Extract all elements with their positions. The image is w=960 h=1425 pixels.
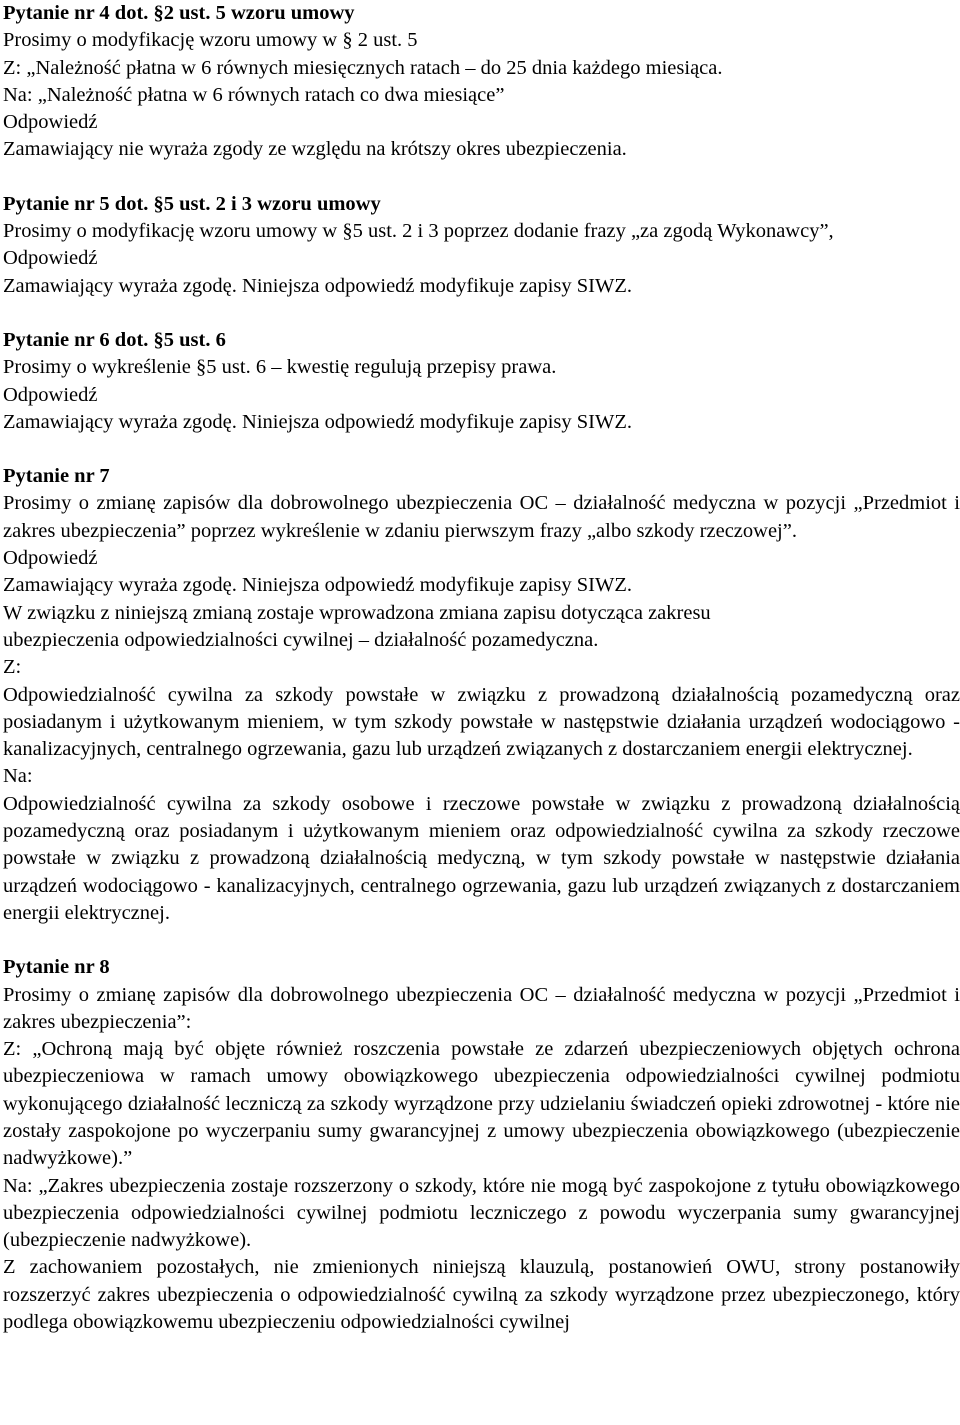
question-8-from-text: Z: „Ochroną mają być objęte również roszczenia powstałe ze zdarzeń ubezpieczeniowych objętych ochrona ubezpieczeniowa w ramach umowy obowiązkowego ubezpieczenia odpowiedzialności cywilnej podmiotu wykonującego działalność leczniczą za szkody wyrządzone przy udzielaniu świadczeń opieki zdrowotnej - które nie zostały zaspokojone po wyczerpaniu sumy gwarancyjnej z umowy ubezpieczenia obowiązkowego (ubezpieczenie nadwyżkowe).” [3,1038,960,1170]
question-8-body: Prosimy o zmianę zapisów dla dobrowolnego ubezpieczenia OC – działalność medyczna w pozycji „Przedmiot i zakres ubezpieczenia”: [3,983,960,1033]
question-6 [3,327,960,436]
question-7-from-label: Z: [3,656,22,679]
question-5-title: Pytanie nr 5 dot. §5 ust. 2 i 3 wzoru umowy [3,192,381,215]
question-7-title: Pytanie nr 7 [3,465,110,488]
question-6-title: Pytanie nr 6 dot. §5 ust. 6 [3,328,226,351]
question-7 [3,463,960,927]
spacer [3,164,960,191]
question-7-body: Prosimy o zmianę zapisów dla dobrowolnego ubezpieczenia OC – działalność medyczna w pozycji „Przedmiot i zakres ubezpieczenia” poprzez wykreślenie w zdaniu pierwszym frazy „albo szkody rzeczowej”. [3,492,960,542]
question-7-answer: Zamawiający wyraża zgodę. Niniejsza odpowiedź modyfikuje zapisy SIWZ. [3,574,633,597]
question-4-line-2: Z: „Należność płatna w 6 równych miesięcznych ratach – do 25 dnia każdego miesiąca. [3,56,723,79]
spacer [3,300,960,327]
question-7-to-label: Na: [3,765,33,788]
question-7-note: W związku z niniejszą zmianą zostaje wprowadzona zmiana zapisu dotycząca zakresu ubezpieczenia odpowiedzialności cywilnej – działalność pozamedyczna. [3,601,711,651]
question-4 [3,0,960,164]
question-8-to-text: Na: „Zakres ubezpieczenia zostaje rozszerzony o szkody, które nie mogą być zaspokojone z tytułu obowiązkowego ubezpieczenia odpowiedzialności cywilnej podmiotu leczniczego z powodu wyczerpania sumy gwarancyjnej (ubezpieczenie nadwyżkowe). [3,1174,960,1252]
question-7-to-text: Odpowiedzialność cywilna za szkody osobowe i rzeczowe powstałe w związku z prowadzoną działalnością pozamedyczną oraz posiadanym i użytkowanym mieniem oraz odpowiedzialność cywilna za szkody rzeczowe powstałe w związku z prowadzoną działalnością medyczną, w tym szkody powstałe w następstwie działania urządzeń wodociągowo - kanalizacyjnych, centralnego ogrzewania, gazu lub urządzeń związanych z dostarczaniem energii elektrycznej. [3,792,960,924]
question-8-title: Pytanie nr 8 [3,956,110,979]
question-4-answer-label: Odpowiedź [3,111,98,134]
question-7-from-text: Odpowiedzialność cywilna za szkody powstałe w związku z prowadzoną działalnością pozamedyczną oraz posiadanym i użytkowanym mieniem, w tym szkody powstałe w następstwie działania urządzeń wodociągowo - kanalizacyjnych, centralnego ogrzewania, gazu lub urządzeń związanych z dostarczaniem energii elektrycznej. [3,683,960,761]
question-8-closing: Z zachowaniem pozostałych, nie zmienionych niniejszą klauzulą, postanowień OWU, strony postanowiły rozszerzyć zakres ubezpieczenia o odpowiedzialność cywilną za szkody wyrządzone przez ubezpieczonego, który podlega obowiązkowemu ubezpieczeniu odpowiedzialności cywilnej [3,1256,960,1334]
spacer [3,927,960,954]
question-4-line-1: Prosimy o modyfikację wzoru umowy w § 2 ust. 5 [3,29,418,52]
question-7-answer-label: Odpowiedź [3,547,98,570]
question-6-body: Prosimy o wykreślenie §5 ust. 6 – kwestię regulują przepisy prawa. [3,356,557,379]
question-5 [3,191,960,300]
question-6-answer: Zamawiający wyraża zgodę. Niniejsza odpowiedź modyfikuje zapisy SIWZ. [3,410,633,433]
spacer [3,436,960,463]
question-6-answer-label: Odpowiedź [3,383,98,406]
question-4-line-3: Na: „Należność płatna w 6 równych ratach co dwa miesiące” [3,83,505,106]
question-8 [3,954,960,1336]
question-5-answer: Zamawiający wyraża zgodę. Niniejsza odpowiedź modyfikuje zapisy SIWZ. [3,274,633,297]
question-5-answer-label: Odpowiedź [3,247,98,270]
question-5-body: Prosimy o modyfikację wzoru umowy w §5 ust. 2 i 3 poprzez dodanie frazy „za zgodą Wykonawcy”, [3,220,834,243]
question-4-answer: Zamawiający nie wyraża zgody ze względu na krótszy okres ubezpieczenia. [3,138,627,161]
question-4-title: Pytanie nr 4 dot. §2 ust. 5 wzoru umowy [3,2,355,24]
